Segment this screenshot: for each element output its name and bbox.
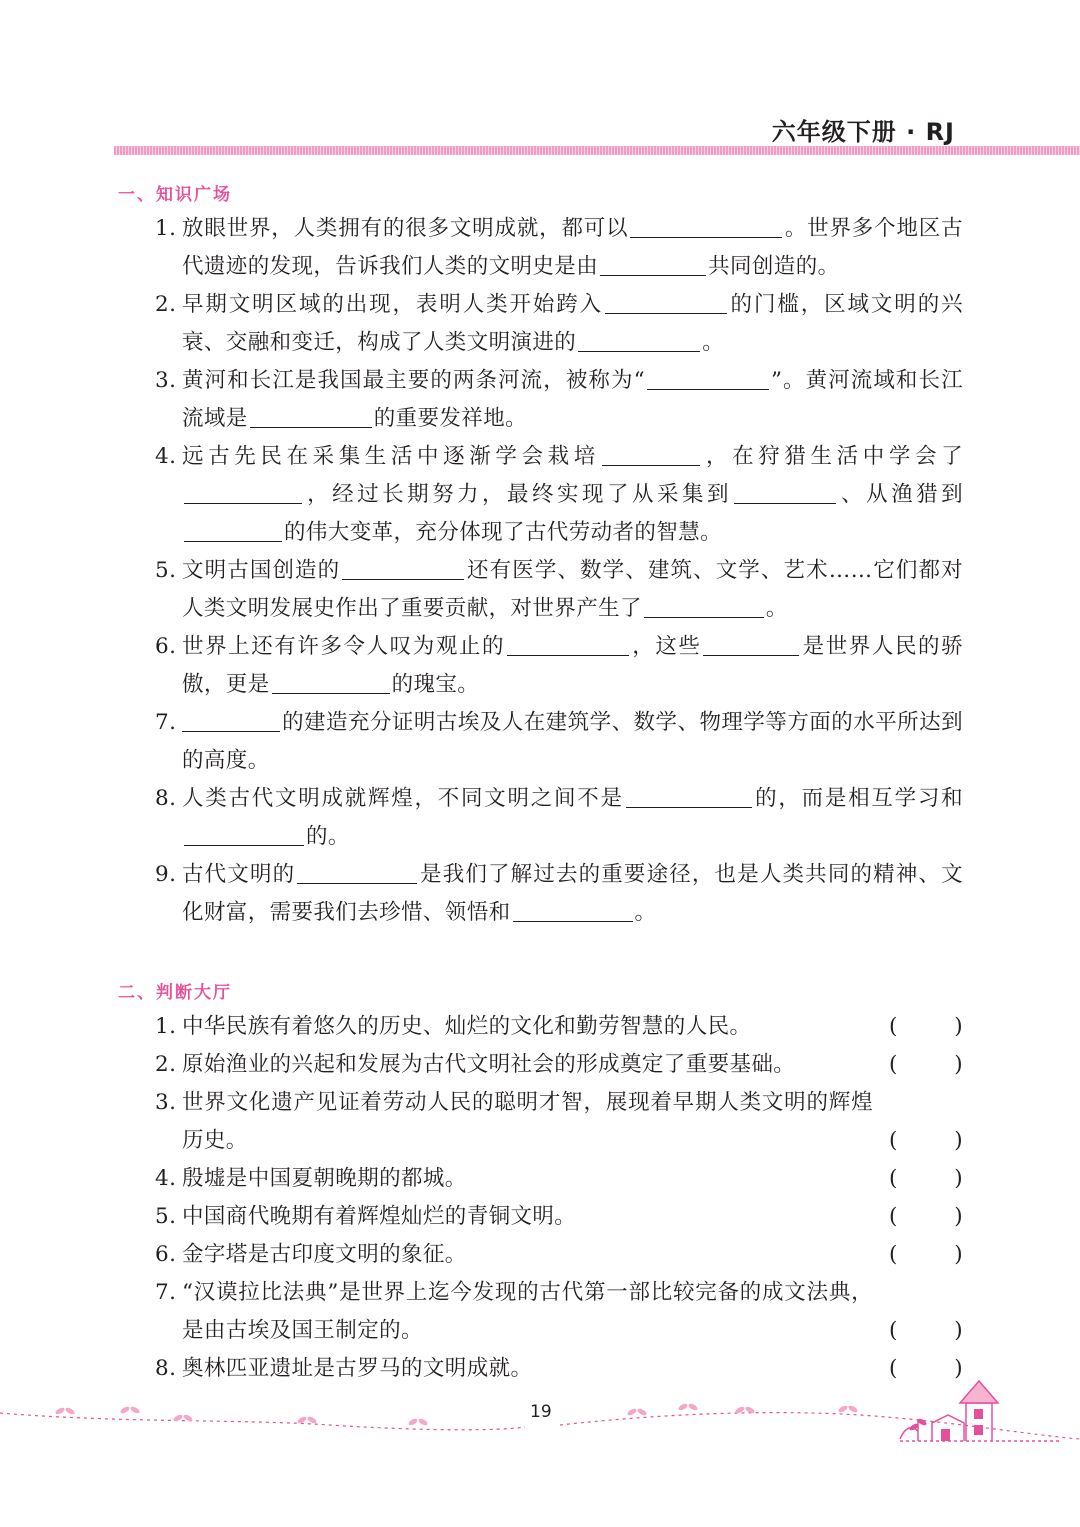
question-text: 原始渔业的兴起和发展为古代文明社会的形成奠定了重要基础。 [182,1052,796,1077]
question-9 [155,856,963,932]
answer-blank[interactable] [250,403,372,428]
question-text: 是世界人民的骄傲，更是 [182,634,963,697]
question-number: 6. [155,1242,177,1267]
answer-blank[interactable] [297,859,417,884]
question-text: 。 [702,330,725,355]
answer-blank[interactable] [184,517,282,542]
question-number: 1. [155,216,177,241]
question-text: 放眼世界，人类拥有的很多文明成就，都可以 [182,216,629,241]
question-number: 8. [155,786,177,811]
judge-item-5 [155,1198,963,1236]
judge-item-3 [155,1084,963,1160]
question-text: 黄河和长江是我国最主要的两条河流，被称为“ [182,368,645,393]
page-number: 19 [530,1402,552,1422]
question-3 [155,362,963,438]
grade-label: 六年级下册 · RJ [771,118,955,146]
question-text: ，经过长期努力，最终实现了从采集到 [304,482,733,507]
question-1 [155,210,963,286]
answer-parentheses[interactable]: ( ) [889,1128,963,1153]
question-5 [155,552,963,628]
question-number: 3. [155,1090,177,1115]
question-text: 共同创造的。 [708,254,840,279]
question-text: 世界文化遗产见证着劳动人民的聪明才智，展现着早期人类文明的辉煌历史。 [182,1090,873,1153]
answer-parentheses[interactable]: ( ) [889,1166,963,1191]
question-text: 早期文明区域的出现，表明人类开始跨入 [182,292,604,317]
answer-blank[interactable] [605,289,727,314]
question-number: 5. [155,558,177,583]
answer-blank[interactable] [600,251,706,276]
question-2 [155,286,963,362]
question-number: 2. [155,1052,177,1077]
judge-item-7 [155,1274,963,1350]
answer-parentheses[interactable]: ( ) [889,1356,963,1381]
answer-blank[interactable] [734,479,836,504]
answer-parentheses[interactable]: ( ) [889,1052,963,1077]
judge-item-1 [155,1008,963,1046]
question-text: 文明古国创造的 [182,558,341,583]
question-text: 是我们了解过去的重要途径，也是人类共同的精神、文化财富，需要我们去珍惜、领悟和 [182,862,963,925]
house-icon [900,1381,1060,1441]
judge-item-4 [155,1160,963,1198]
fill-in-questions [155,210,963,932]
question-number: 9. [155,862,177,887]
judgment-questions [155,1008,963,1388]
question-number: 7. [155,710,177,735]
answer-parentheses[interactable]: ( ) [889,1204,963,1229]
answer-blank[interactable] [342,555,464,580]
question-number: 6. [155,634,177,659]
section-title-knowledge: 一、知识广场 [118,185,232,205]
question-text: 的，而是相互学习和 [753,786,963,811]
question-number: 4. [155,444,177,469]
question-text: 的建造充分证明古埃及人在建筑学、数学、物理学等方面的水平所达到的高度。 [182,710,963,773]
question-number: 1. [155,1014,177,1039]
question-text: 的伟大变革，充分体现了古代劳动者的智慧。 [284,520,723,545]
question-text: ”。黄河流域和长江流域是 [182,368,963,431]
answer-blank[interactable] [630,213,782,238]
judge-item-6 [155,1236,963,1274]
question-number: 2. [155,292,177,317]
question-number: 4. [155,1166,177,1191]
question-text: 。 [634,900,657,925]
question-text: 世界上还有许多令人叹为观止的 [182,634,506,659]
question-text: ，这些 [631,634,702,659]
answer-blank[interactable] [647,365,769,390]
question-7 [155,704,963,780]
question-text: 古代文明的 [182,862,296,887]
answer-parentheses[interactable]: ( ) [889,1318,963,1343]
question-number: 5. [155,1204,177,1229]
answer-blank[interactable] [184,821,304,846]
question-text: 奥林匹亚遗址是古罗马的文明成就。 [182,1356,533,1381]
leaf-icon [54,1402,858,1426]
answer-blank[interactable] [184,479,302,504]
question-text: 的。 [306,824,350,849]
answer-blank[interactable] [578,327,700,352]
question-number: 7. [155,1280,177,1305]
question-text: 的重要发祥地。 [373,406,528,431]
section-title-judgment: 二、判断大厅 [118,983,232,1003]
question-text: ，在狩猎生活中学会了 [701,444,963,469]
question-text: 还有医学、数学、建筑、文学、艺术……它们都对人类文明发展史作出了重要贡献，对世界产生了 [182,558,963,621]
answer-parentheses[interactable]: ( ) [889,1014,963,1039]
question-6 [155,628,963,704]
question-number: 3. [155,368,177,393]
question-8 [155,780,963,856]
question-number: 8. [155,1356,177,1381]
judge-item-2 [155,1046,963,1084]
question-text: 。世界多个地区古代遗迹的发现，告诉我们人类的文明史是由 [182,216,963,279]
question-text: 远古先民在采集生活中逐渐学会栽培 [182,444,600,469]
header-bar [114,146,1080,155]
answer-blank[interactable] [272,669,390,694]
question-text: 金字塔是古印度文明的象征。 [182,1242,467,1267]
question-text: 中国商代晚期有着辉煌灿烂的青铜文明。 [182,1204,577,1229]
answer-blank[interactable] [644,593,764,618]
answer-parentheses[interactable]: ( ) [889,1242,963,1267]
answer-blank[interactable] [626,783,752,808]
answer-blank[interactable] [182,707,280,732]
question-text: 人类古代文明成就辉煌，不同文明之间不是 [182,786,624,811]
answer-blank[interactable] [602,441,700,466]
question-text: 。 [765,596,788,621]
answer-blank[interactable] [507,631,629,656]
question-text: 的门槛，区域文明的兴衰、交融和变迁，构成了人类文明演进的 [182,292,963,355]
question-text: 、从渔猎到 [838,482,963,507]
question-4 [155,438,963,552]
question-text: “汉谟拉比法典”是世界上迄今发现的古代第一部比较完备的成文法典，是由古埃及国王制定的。 [182,1280,873,1343]
answer-blank[interactable] [513,897,633,922]
question-text: 殷墟是中国夏朝晚期的都城。 [182,1166,467,1191]
answer-blank[interactable] [703,631,799,656]
question-text: 的瑰宝。 [391,672,480,697]
question-text: 中华民族有着悠久的历史、灿烂的文化和勤劳智慧的人民。 [182,1014,752,1039]
